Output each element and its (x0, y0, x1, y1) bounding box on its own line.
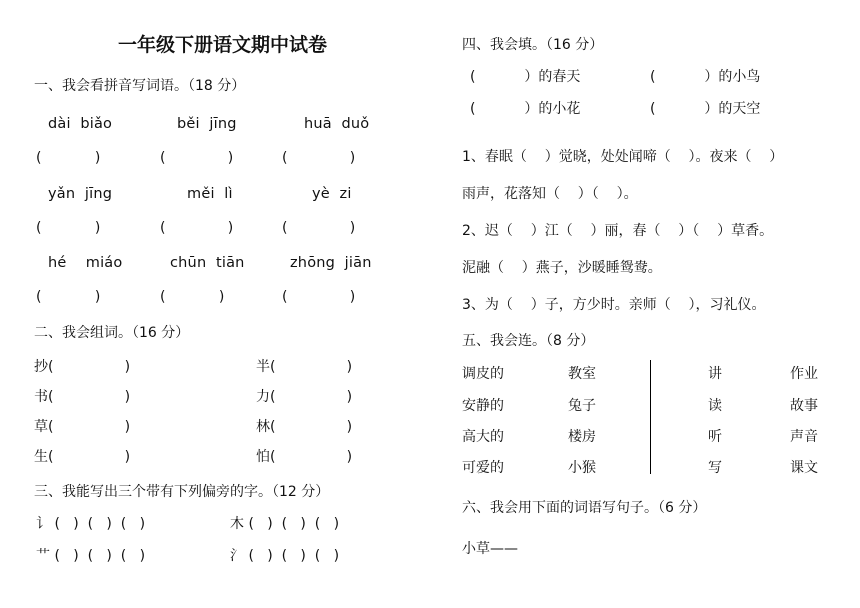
sentence-prompt[interactable]: 小草—— (462, 541, 518, 557)
radical-blank[interactable]: 艹 ( ) ( ) ( ) (36, 548, 146, 564)
fill-blank[interactable]: ( ）的天空 (650, 101, 761, 117)
match-word[interactable]: 高大的 (462, 429, 504, 445)
match-word[interactable]: 声音 (790, 429, 818, 445)
radical-blank[interactable]: 讠 ( ) ( ) ( ) (36, 516, 146, 532)
match-word[interactable]: 读 (708, 398, 722, 414)
pinyin-text: chūn tiān (170, 255, 245, 271)
fill-blank[interactable]: ( ）的小花 (470, 101, 581, 117)
answer-blank[interactable]: ( ) (282, 150, 356, 166)
fill-blank[interactable]: ( ）的小鸟 (650, 69, 761, 85)
poem-line[interactable]: 1、春眠（ ）觉晓，处处闻啼（ ）。夜来（ ） (462, 149, 784, 165)
match-word[interactable]: 小猴 (568, 460, 596, 476)
poem-line[interactable]: 2、迟（ ）江（ ）丽，春（ ）（ ）草香。 (462, 223, 774, 239)
pinyin-text: měi lì (187, 186, 233, 202)
page-title: 一年级下册语文期中试卷 (118, 34, 328, 56)
section-2-heading: 二、我会组词。（16 分） (34, 325, 190, 341)
pinyin-text: yǎn jīng (48, 186, 113, 202)
answer-blank[interactable]: ( ) (282, 289, 356, 305)
pinyin-text: dài biǎo (48, 116, 113, 132)
match-word[interactable]: 写 (708, 460, 722, 476)
section-3-heading: 三、我能写出三个带有下列偏旁的字。（12 分） (34, 484, 330, 500)
match-word[interactable]: 故事 (790, 398, 818, 414)
match-divider (650, 360, 651, 474)
pinyin-text: běi jīng (177, 116, 237, 132)
answer-blank[interactable]: ( ) (160, 220, 234, 236)
word-blank[interactable]: 林( ) (256, 419, 353, 435)
radical-blank[interactable]: 木 ( ) ( ) ( ) (230, 516, 340, 532)
section-4-heading: 四、我会填。（16 分） (462, 37, 604, 53)
pinyin-text: hé miáo (48, 255, 123, 271)
answer-blank[interactable]: ( ) (282, 220, 356, 236)
section-5-heading: 五、我会连。（8 分） (462, 333, 595, 349)
word-blank[interactable]: 生( ) (34, 449, 131, 465)
pinyin-text: yè zi (312, 186, 352, 202)
match-word[interactable]: 调皮的 (462, 366, 504, 382)
word-blank[interactable]: 书( ) (34, 389, 131, 405)
answer-blank[interactable]: ( ) (160, 150, 234, 166)
answer-blank[interactable]: ( ) (36, 289, 101, 305)
word-blank[interactable]: 怕( ) (256, 449, 353, 465)
match-word[interactable]: 安静的 (462, 398, 504, 414)
match-word[interactable]: 楼房 (568, 429, 596, 445)
answer-blank[interactable]: ( ) (160, 289, 225, 305)
poem-line[interactable]: 雨声，花落知（ ）（ ）。 (462, 186, 638, 202)
radical-blank[interactable]: 氵 ( ) ( ) ( ) (230, 548, 340, 564)
match-word[interactable]: 讲 (708, 366, 722, 382)
word-blank[interactable]: 力( ) (256, 389, 353, 405)
poem-line[interactable]: 3、为（ ）子，方少时。亲师（ ），习礼仪。 (462, 297, 766, 313)
section-6-heading: 六、我会用下面的词语写句子。（6 分） (462, 500, 707, 516)
match-word[interactable]: 作业 (790, 366, 818, 382)
match-word[interactable]: 可爱的 (462, 460, 504, 476)
match-word[interactable]: 教室 (568, 366, 596, 382)
word-blank[interactable]: 抄( ) (34, 359, 131, 375)
word-blank[interactable]: 半( ) (256, 359, 353, 375)
answer-blank[interactable]: ( ) (36, 150, 101, 166)
fill-blank[interactable]: ( ）的春天 (470, 69, 581, 85)
pinyin-text: zhōng jiān (290, 255, 372, 271)
answer-blank[interactable]: ( ) (36, 220, 101, 236)
pinyin-text: huā duǒ (304, 116, 370, 132)
word-blank[interactable]: 草( ) (34, 419, 131, 435)
match-word[interactable]: 课文 (790, 460, 818, 476)
match-word[interactable]: 兔子 (568, 398, 596, 414)
match-word[interactable]: 听 (708, 429, 722, 445)
section-1-heading: 一、我会看拼音写词语。（18 分） (34, 78, 246, 94)
poem-line[interactable]: 泥融（ ）燕子，沙暖睡鸳鸯。 (462, 260, 662, 276)
